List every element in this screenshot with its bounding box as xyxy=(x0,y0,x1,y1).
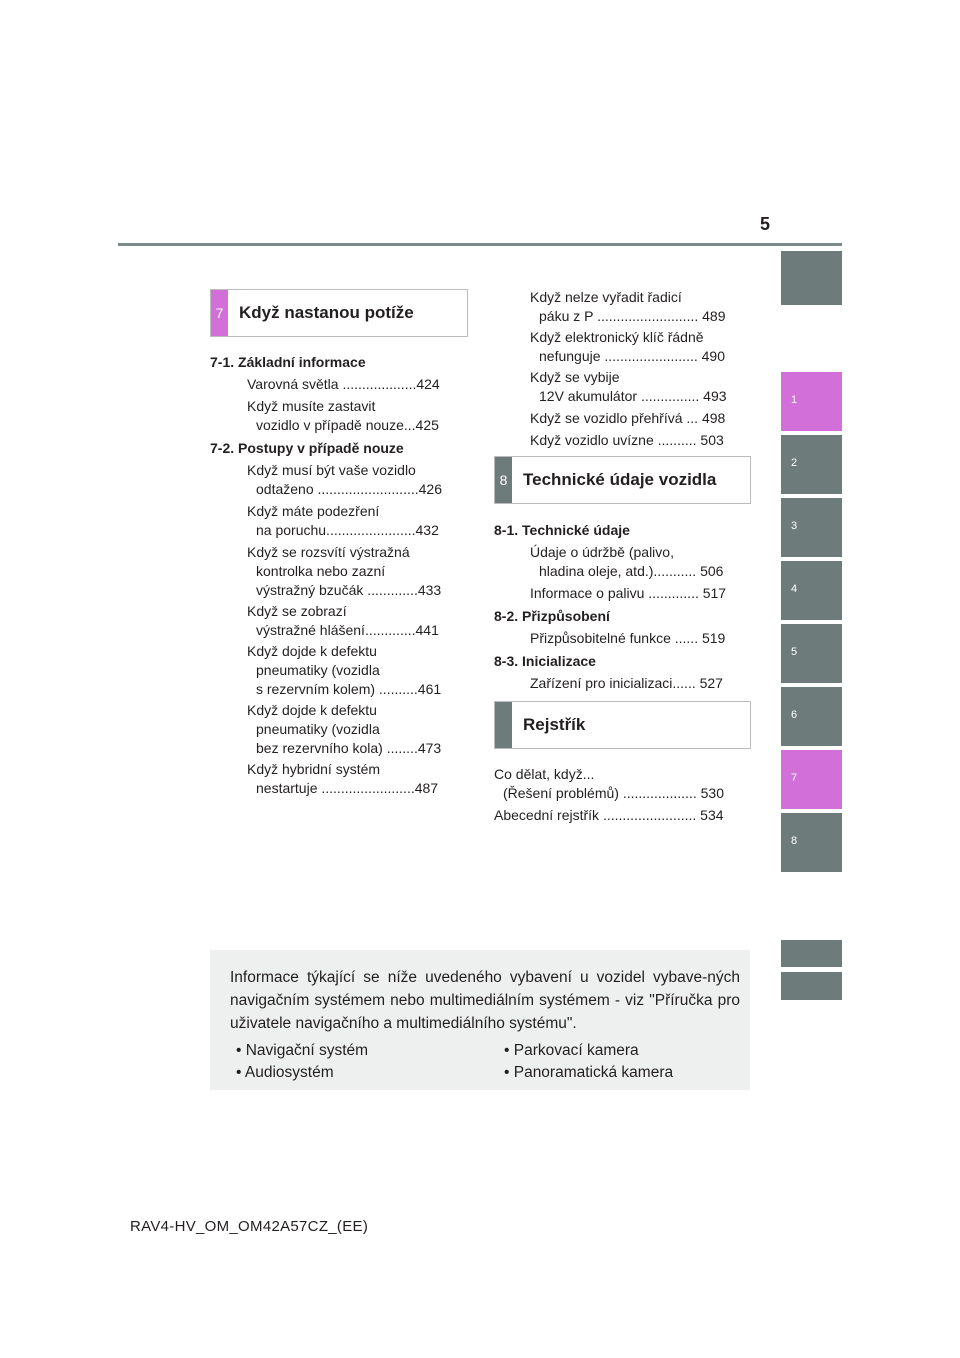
toc-item[interactable]: výstražné hlášení.............441 xyxy=(256,622,439,638)
toc-item[interactable]: Když elektronický klíč řádně xyxy=(530,329,704,345)
index-header[interactable] xyxy=(494,701,751,749)
toc-item[interactable]: hladina oleje, atd.)........... 506 xyxy=(539,563,724,579)
index-title: Rejstřík xyxy=(523,715,586,734)
toc-item[interactable]: (Řešení problémů) ................... 530 xyxy=(503,785,724,801)
header-rule xyxy=(118,243,842,246)
side-tab-7[interactable]: 7 xyxy=(781,750,842,809)
toc-item[interactable]: Když dojde k defektu xyxy=(247,643,377,659)
toc-item[interactable]: Údaje o údržbě (palivo, xyxy=(530,544,674,560)
toc-item[interactable]: Když se rozsvítí výstražná xyxy=(247,544,410,560)
subsection-8-1: 8-1. Technické údaje xyxy=(494,522,630,538)
side-tab-5[interactable]: 5 xyxy=(781,624,842,683)
toc-item[interactable]: kontrolka nebo zazní xyxy=(256,563,386,579)
toc-item[interactable]: Když dojde k defektu xyxy=(247,702,377,718)
toc-item[interactable]: nestartuje ........................487 xyxy=(256,780,439,796)
section-8-header[interactable] xyxy=(494,456,751,504)
toc-item[interactable]: Co dělat, když... xyxy=(494,766,595,782)
toc-item[interactable]: 12V akumulátor ............... 493 xyxy=(539,388,727,404)
toc-item[interactable]: výstražný bzučák .............433 xyxy=(256,582,442,598)
toc-item[interactable]: Když hybridní systém xyxy=(247,761,381,777)
toc-item[interactable]: páku z P .......................... 489 xyxy=(539,308,726,324)
toc-item[interactable]: vozidlo v případě nouze...425 xyxy=(256,417,439,433)
toc-item[interactable]: nefunguje ........................ 490 xyxy=(539,348,725,364)
bullet-item: • Parkovací kamera xyxy=(504,1042,639,1059)
toc-item[interactable]: Když se vozidlo přehřívá ... 498 xyxy=(530,410,726,426)
side-tab-6[interactable]: 6 xyxy=(781,687,842,746)
toc-item[interactable]: pneumatiky (vozidla xyxy=(256,662,380,678)
section-7-number: 7 xyxy=(211,290,228,336)
subsection-8-2: 8-2. Přizpůsobení xyxy=(494,608,610,624)
toc-item[interactable]: Když nelze vyřadit řadicí xyxy=(530,289,682,305)
side-tab-8[interactable]: 8 xyxy=(781,813,842,872)
toc-item[interactable]: Když se zobrazí xyxy=(247,603,347,619)
toc-item[interactable]: bez rezervního kola) ........473 xyxy=(256,740,442,756)
side-block-bottom-1 xyxy=(781,940,842,967)
bullet-item: • Panoramatická kamera xyxy=(504,1064,674,1081)
side-block-bottom-2 xyxy=(781,972,842,1000)
bullet-item: • Audiosystém xyxy=(236,1064,334,1081)
toc-item[interactable]: Varovná světla ...................424 xyxy=(247,376,440,392)
info-box xyxy=(210,950,750,1090)
toc-item[interactable]: na poruchu.......................432 xyxy=(256,522,439,538)
toc-item[interactable]: pneumatiky (vozidla xyxy=(256,721,380,737)
info-text: Informace týkající se níže uvedeného vybavení u vozidel vybave-ných navigačním systémem nebo multimediálním systémem - viz "Příručka pro uživatele navigačního a multimediálního systému". xyxy=(230,969,740,1032)
toc-item[interactable]: Přizpůsobitelné funkce ...... 519 xyxy=(530,630,726,646)
side-tab-2[interactable]: 2 xyxy=(781,435,842,494)
toc-item[interactable]: s rezervním kolem) ..........461 xyxy=(256,681,442,697)
toc-item[interactable]: Když musí být vaše vozidlo xyxy=(247,462,416,478)
footer-doc-code: RAV4-HV_OM_OM42A57CZ_(EE) xyxy=(130,1218,369,1235)
side-block-top xyxy=(781,251,842,305)
section-7-header[interactable] xyxy=(210,289,468,337)
subsection-8-3: 8-3. Inicializace xyxy=(494,653,596,669)
side-tab-3[interactable]: 3 xyxy=(781,498,842,557)
section-7-title: Když nastanou potíže xyxy=(239,303,414,322)
side-tab-1[interactable]: 1 xyxy=(781,372,842,431)
toc-item[interactable]: odtaženo ..........................426 xyxy=(256,481,442,497)
section-8-title: Technické údaje vozidla xyxy=(523,470,717,489)
page-number: 5 xyxy=(760,214,771,234)
subsection-7-2: 7-2. Postupy v případě nouze xyxy=(210,440,404,456)
bullet-item: • Navigační systém xyxy=(236,1042,369,1059)
toc-item[interactable]: Když vozidlo uvízne .......... 503 xyxy=(530,432,724,448)
subsection-7-1: 7-1. Základní informace xyxy=(210,354,366,370)
toc-item[interactable]: Abecední rejstřík ........................ 534 xyxy=(494,807,724,823)
section-8-number: 8 xyxy=(495,457,512,503)
toc-item[interactable]: Zařízení pro inicializaci...... 527 xyxy=(530,675,723,691)
toc-item[interactable]: Informace o palivu ............. 517 xyxy=(530,585,727,601)
toc-item[interactable]: Když musíte zastavit xyxy=(247,398,376,414)
toc-item[interactable]: Když máte podezření xyxy=(247,503,380,519)
toc-item[interactable]: Když se vybije xyxy=(530,369,620,385)
side-tab-4[interactable]: 4 xyxy=(781,561,842,620)
index-marker xyxy=(495,702,512,748)
